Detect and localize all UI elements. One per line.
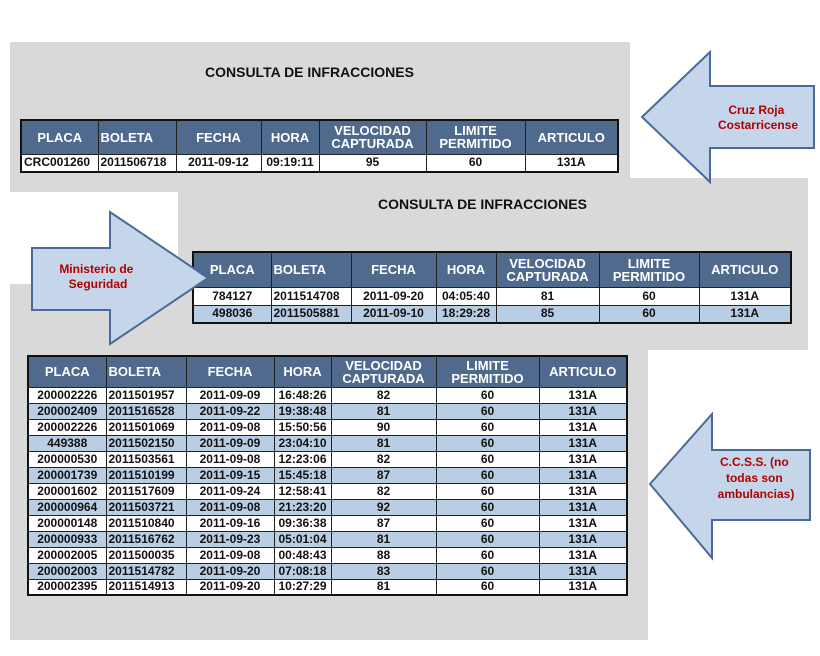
table-cell: 2011505881	[271, 305, 351, 323]
table-cell: 2011503721	[106, 499, 186, 515]
table-cell: 498036	[193, 305, 271, 323]
table-cell: 2011500035	[106, 547, 186, 563]
table-cell: 200002226	[28, 419, 106, 435]
callout-ministerio-line2: Seguridad	[68, 277, 128, 291]
column-header: HORA	[436, 252, 496, 287]
column-header: VELOCIDAD CAPTURADA	[331, 356, 436, 387]
table-cell: 200000933	[28, 531, 106, 547]
table-cell: 81	[496, 287, 599, 305]
table-cell: 19:38:48	[274, 403, 331, 419]
table-cell: 81	[331, 435, 436, 451]
table-cell: 60	[599, 287, 699, 305]
table-cell: 200002005	[28, 547, 106, 563]
table-cell: 60	[436, 547, 539, 563]
column-header: PLACA	[193, 252, 271, 287]
table-row	[28, 483, 627, 499]
column-header: LIMITE PERMITIDO	[436, 356, 539, 387]
table-row	[21, 154, 618, 172]
infractions-table-1	[20, 119, 619, 173]
table-cell: 131A	[539, 403, 627, 419]
table-cell: 04:05:40	[436, 287, 496, 305]
table-cell: 2011-09-20	[186, 563, 274, 579]
table-cell: 2011501957	[106, 387, 186, 403]
table-cell: 2011514708	[271, 287, 351, 305]
left-arrow-icon	[648, 412, 814, 562]
table-cell: 200000148	[28, 515, 106, 531]
table-cell: 90	[331, 419, 436, 435]
table-cell: 200001602	[28, 483, 106, 499]
column-header: FECHA	[351, 252, 436, 287]
table-cell: 21:23:20	[274, 499, 331, 515]
table-row	[28, 515, 627, 531]
table-cell: 2011516762	[106, 531, 186, 547]
table-cell: 85	[496, 305, 599, 323]
column-header: ARTICULO	[525, 120, 618, 154]
table-cell: 92	[331, 499, 436, 515]
right-arrow-icon	[30, 210, 210, 346]
table-cell: 2011-09-08	[186, 499, 274, 515]
table-cell: 60	[436, 563, 539, 579]
table-cell: 87	[331, 515, 436, 531]
table-cell: 200002409	[28, 403, 106, 419]
column-header: HORA	[261, 120, 319, 154]
table-cell: 60	[426, 154, 525, 172]
table-cell: 82	[331, 451, 436, 467]
table-cell: 60	[436, 387, 539, 403]
table-cell: 2011-09-08	[186, 419, 274, 435]
table-cell: 131A	[539, 531, 627, 547]
table-cell: 81	[331, 579, 436, 595]
table-cell: 15:45:18	[274, 467, 331, 483]
column-header: HORA	[274, 356, 331, 387]
table-cell: 449388	[28, 435, 106, 451]
table-cell: 2011517609	[106, 483, 186, 499]
table-cell: 60	[599, 305, 699, 323]
table-cell: 200000964	[28, 499, 106, 515]
table-cell: 131A	[539, 579, 627, 595]
table-cell: CRC001260	[21, 154, 98, 172]
table-cell: 131A	[699, 287, 791, 305]
table-cell: 2011-09-20	[351, 287, 436, 305]
table-cell: 2011-09-23	[186, 531, 274, 547]
table-cell: 15:50:56	[274, 419, 331, 435]
table-cell: 131A	[539, 451, 627, 467]
table-cell: 88	[331, 547, 436, 563]
table-cell: 07:08:18	[274, 563, 331, 579]
table-row	[28, 435, 627, 451]
callout-ministerio-line1: Ministerio de	[59, 262, 134, 276]
table-cell: 82	[331, 387, 436, 403]
column-header: BOLETA	[98, 120, 176, 154]
table-cell: 200002003	[28, 563, 106, 579]
table-cell: 2011-09-20	[186, 579, 274, 595]
table-row	[28, 467, 627, 483]
panel1-title: CONSULTA DE INFRACCIONES	[205, 64, 414, 80]
table-cell: 200000530	[28, 451, 106, 467]
table-cell: 00:48:43	[274, 547, 331, 563]
table-cell: 200002395	[28, 579, 106, 595]
table-cell: 81	[331, 403, 436, 419]
table-cell: 2011-09-24	[186, 483, 274, 499]
column-header: VELOCIDAD CAPTURADA	[319, 120, 426, 154]
column-header: FECHA	[186, 356, 274, 387]
table-cell: 23:04:10	[274, 435, 331, 451]
column-header: ARTICULO	[539, 356, 627, 387]
infractions-table-3	[27, 355, 628, 596]
table-cell: 18:29:28	[436, 305, 496, 323]
table-cell: 60	[436, 499, 539, 515]
table-cell: 60	[436, 579, 539, 595]
panel2-title: CONSULTA DE INFRACCIONES	[378, 196, 587, 212]
table-row	[193, 287, 791, 305]
table-cell: 131A	[539, 499, 627, 515]
table-row	[28, 547, 627, 563]
table-row	[28, 419, 627, 435]
table-cell: 131A	[525, 154, 618, 172]
table-row	[193, 305, 791, 323]
column-header: PLACA	[28, 356, 106, 387]
table-row	[28, 451, 627, 467]
table-cell: 2011510199	[106, 467, 186, 483]
table-row	[28, 563, 627, 579]
table-cell: 16:48:26	[274, 387, 331, 403]
table-cell: 2011506718	[98, 154, 176, 172]
table-header-row	[28, 356, 627, 387]
table-cell: 2011516528	[106, 403, 186, 419]
table-cell: 60	[436, 419, 539, 435]
table-cell: 784127	[193, 287, 271, 305]
table-cell: 87	[331, 467, 436, 483]
svg-text:C.C.S.S. (no todas son	[718, 455, 795, 501]
table-cell: 10:27:29	[274, 579, 331, 595]
table-cell: 60	[436, 483, 539, 499]
table-cell: 2011-09-08	[186, 451, 274, 467]
table-header-row	[193, 252, 791, 287]
column-header: PLACA	[21, 120, 98, 154]
callout-ccss-line3: ambulancias)	[717, 487, 795, 501]
table-cell: 200002226	[28, 387, 106, 403]
column-header: LIMITE PERMITIDO	[426, 120, 525, 154]
table-cell: 95	[319, 154, 426, 172]
table-cell: 131A	[699, 305, 791, 323]
column-header: LIMITE PERMITIDO	[599, 252, 699, 287]
table-cell: 09:36:38	[274, 515, 331, 531]
column-header: VELOCIDAD CAPTURADA	[496, 252, 599, 287]
table-cell: 2011503561	[106, 451, 186, 467]
table-cell: 2011-09-12	[176, 154, 261, 172]
table-cell: 2011501069	[106, 419, 186, 435]
table-cell: 131A	[539, 483, 627, 499]
table-cell: 60	[436, 515, 539, 531]
callout-cruz-roja-line2: Costarricense	[717, 118, 799, 132]
table-header-row	[21, 120, 618, 154]
table-cell: 131A	[539, 387, 627, 403]
table-cell: 200001739	[28, 467, 106, 483]
table-row	[28, 499, 627, 515]
table-cell: 2011514913	[106, 579, 186, 595]
table-cell: 2011-09-08	[186, 547, 274, 563]
table-cell: 82	[331, 483, 436, 499]
table-cell: 2011514782	[106, 563, 186, 579]
svg-text:Cruz Roja Costarricense	[718, 103, 798, 132]
table-cell: 60	[436, 531, 539, 547]
svg-text:Ministerio de Seguridad	[59, 262, 136, 291]
table-cell: 60	[436, 467, 539, 483]
table-cell: 131A	[539, 467, 627, 483]
column-header: BOLETA	[106, 356, 186, 387]
table-cell: 12:58:41	[274, 483, 331, 499]
table-cell: 131A	[539, 435, 627, 451]
table-cell: 2011-09-09	[186, 435, 274, 451]
table-row	[28, 531, 627, 547]
table-cell: 131A	[539, 563, 627, 579]
table-cell: 2011-09-16	[186, 515, 274, 531]
table-cell: 81	[331, 531, 436, 547]
table-cell: 2011-09-22	[186, 403, 274, 419]
table-cell: 2011-09-10	[351, 305, 436, 323]
table-cell: 60	[436, 435, 539, 451]
table-row	[28, 403, 627, 419]
callout-cruz-roja-line1: Cruz Roja	[728, 103, 785, 117]
table-cell: 2011502150	[106, 435, 186, 451]
table-cell: 09:19:11	[261, 154, 319, 172]
table-cell: 2011510840	[106, 515, 186, 531]
column-header: FECHA	[176, 120, 261, 154]
table-cell: 131A	[539, 515, 627, 531]
column-header: BOLETA	[271, 252, 351, 287]
callout-ccss-line2: todas son	[725, 471, 783, 485]
table-cell: 83	[331, 563, 436, 579]
table-cell: 2011-09-15	[186, 467, 274, 483]
column-header: ARTICULO	[699, 252, 791, 287]
callout-ccss-line1: C.C.S.S. (no	[719, 455, 789, 469]
infractions-table-2	[192, 251, 792, 324]
table-cell: 12:23:06	[274, 451, 331, 467]
table-row	[28, 579, 627, 595]
left-arrow-icon	[640, 50, 820, 185]
table-cell: 2011-09-09	[186, 387, 274, 403]
table-cell: 60	[436, 451, 539, 467]
table-cell: 131A	[539, 419, 627, 435]
table-row	[28, 387, 627, 403]
table-cell: 05:01:04	[274, 531, 331, 547]
table-cell: 131A	[539, 547, 627, 563]
table-cell: 60	[436, 403, 539, 419]
